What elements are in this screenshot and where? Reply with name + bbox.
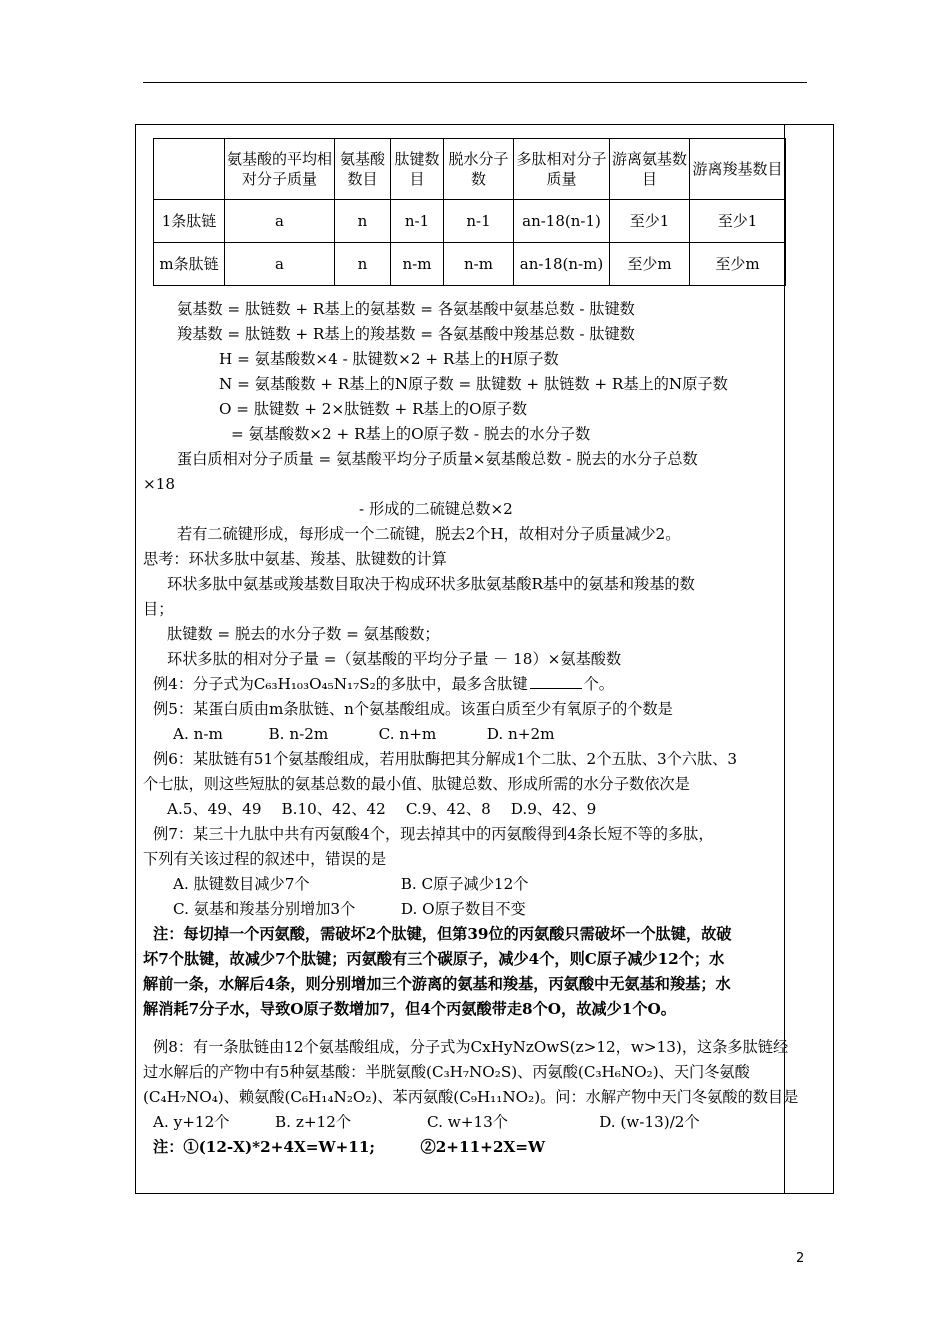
- note-7-line4: 解消耗7分子水，导致O原子数增加7，但4个丙氨酸带走8个O，故减少1个O。: [143, 1000, 676, 1018]
- header-rule: [143, 82, 807, 83]
- table-cell: a: [225, 243, 335, 286]
- table-cell: 1条肽链: [154, 200, 225, 243]
- example-8: 例8：有一条肽链由12个氨基酸组成，分子式为CxHyNzOwS(z>12，w>13)，这条多肽链经: [153, 1038, 789, 1056]
- example-8-cont1: 过水解后的产物中有5种氨基酸：半胱氨酸(C₃H₇NO₂S)、丙氨酸(C₃H₆NO₂)、天门冬氨酸: [143, 1063, 750, 1081]
- ring-peptide-mass: 环状多肽的相对分子量 =（氨基酸的平均分子量 － 18）×氨基酸数: [167, 650, 622, 668]
- header-cell: 多肽相对分子质量: [514, 139, 610, 200]
- header-cell: 游离羧基数目: [690, 139, 786, 200]
- table-cell: 至少1: [610, 200, 690, 243]
- answer-blank[interactable]: [530, 674, 582, 689]
- example-8-cont2: (C₄H₇NO₄)、赖氨酸(C₆H₁₄N₂O₂)、苯丙氨酸(C₉H₁₁NO₂)。问：水解产物中天门冬氨酸的数目是: [143, 1088, 799, 1106]
- note-8: 注：①(12-X)*2+4X=W+11; ②2+11+2X=W: [153, 1138, 546, 1156]
- example-8-options: A. y+12个 B. z+12个 C. w+13个 D. (w-13)/2个: [153, 1113, 700, 1131]
- table-row: [154, 243, 786, 286]
- formula-o-alt: = 氨基酸数×2 + R基上的O原子数 - 脱去的水分子数: [231, 425, 591, 443]
- table-cell: 至少m: [690, 243, 786, 286]
- table-cell: n-1: [444, 200, 514, 243]
- table-cell: a: [225, 200, 335, 243]
- example-7-options-ab: A. 肽键数目减少7个 B. C原子减少12个: [173, 875, 529, 893]
- table-cell: n-m: [391, 243, 444, 286]
- header-cell: 肽键数目: [391, 139, 444, 200]
- page-number: 2: [796, 1251, 805, 1266]
- example-7-options-cd: C. 氨基和羧基分别增加3个 D. O原子数目不变: [173, 900, 526, 918]
- header-cell: [154, 139, 225, 200]
- note-7-line1: 注：每切掉一个丙氨酸，需破坏2个肽键，但第39位的丙氨酸只需破坏一个肽键，故破: [153, 925, 732, 943]
- example-4-text: 例4：分子式为C₆₃H₁₀₃O₄₅N₁₇S₂的多肽中，最多含肽键: [153, 675, 528, 693]
- example-5-options: A. n-m B. n-2m C. n+m D. n+2m: [173, 725, 555, 743]
- formula-protein-mass: 蛋白质相对分子质量 = 氨基酸平均分子质量×氨基酸总数 - 脱去的水分子总数: [177, 450, 698, 468]
- table-cell: m条肽链: [154, 243, 225, 286]
- think-heading: 思考：环状多肽中氨基、羧基、肽键数的计算: [143, 550, 447, 568]
- table-cell: 至少1: [690, 200, 786, 243]
- table-cell: n: [335, 243, 391, 286]
- example-7-cont: 下列有关该过程的叙述中，错误的是: [143, 850, 386, 868]
- example-6-options: A.5、49、49 B.10、42、42 C.9、42、8 D.9、42、9: [167, 800, 597, 818]
- ring-peptide-text-cont: 目；: [143, 600, 174, 618]
- note-disulfide: 若有二硫键形成，每形成一个二硫键，脱去2个H，故相对分子质量减少2。: [177, 525, 681, 543]
- formula-n: N = 氨基酸数 + R基上的N原子数 = 肽键数 + 肽链数 + R基上的N原子数: [219, 375, 728, 393]
- example-7: 例7：某三十九肽中共有丙氨酸4个，现去掉其中的丙氨酸得到4条长短不等的多肽，: [153, 825, 714, 843]
- table-cell: 至少m: [610, 243, 690, 286]
- peptide-table: [153, 138, 786, 286]
- table-cell: n: [335, 200, 391, 243]
- table-cell: n-1: [391, 200, 444, 243]
- example-5: 例5：某蛋白质由m条肽链、n个氨基酸组成。该蛋白质至少有氧原子的个数是: [153, 700, 673, 718]
- table-cell: an-18(n-m): [514, 243, 610, 286]
- formula-o: O = 肽键数 + 2×肽链数 + R基上的O原子数: [219, 400, 528, 418]
- formula-h: H = 氨基酸数×4 - 肽键数×2 + R基上的H原子数: [219, 350, 559, 368]
- note-7-line2: 坏7个肽键，故减少7个肽键；丙氨酸有三个碳原子，减少4个，则C原子减少12个；水: [143, 950, 725, 968]
- header-cell: 游离氨基数目: [610, 139, 690, 200]
- table-row: [154, 200, 786, 243]
- table-cell: n-m: [444, 243, 514, 286]
- formula-protein-mass-cont: ×18: [143, 475, 176, 493]
- formula-amino: 氨基数 = 肽链数 + R基上的氨基数 = 各氨基酸中氨基总数 - 肽键数: [177, 300, 635, 318]
- note-7-line3: 解前一条，水解后4条，则分别增加三个游离的氨基和羧基，丙氨酸中无氨基和羧基；水: [143, 975, 731, 993]
- formula-carboxyl: 羧基数 = 肽链数 + R基上的羧基数 = 各氨基酸中羧基总数 - 肽键数: [177, 325, 635, 343]
- example-4-suffix: 个。: [583, 675, 614, 693]
- header-cell: 氨基酸数目: [335, 139, 391, 200]
- ring-peptide-bonds: 肽键数 = 脱去的水分子数 = 氨基酸数；: [167, 625, 440, 643]
- document-body: [143, 297, 799, 1160]
- example-6: 例6：某肽链有51个氨基酸组成，若用肽酶把其分解成1个二肽、2个五肽、3个六肽、3: [153, 750, 738, 768]
- ring-peptide-text: 环状多肽中氨基或羧基数目取决于构成环状多肽氨基酸R基中的氨基和羧基的数: [167, 575, 695, 593]
- table-cell: an-18(n-1): [514, 200, 610, 243]
- table-header-row: [154, 139, 786, 200]
- header-cell: 氨基酸的平均相对分子质量: [225, 139, 335, 200]
- example-4: [143, 672, 783, 697]
- header-cell: 脱水分子数: [444, 139, 514, 200]
- formula-disulfide: - 形成的二硫键总数×2: [359, 500, 513, 518]
- example-6-cont: 个七肽，则这些短肽的氨基总数的最小值、肽键总数、形成所需的水分子数依次是: [143, 775, 690, 793]
